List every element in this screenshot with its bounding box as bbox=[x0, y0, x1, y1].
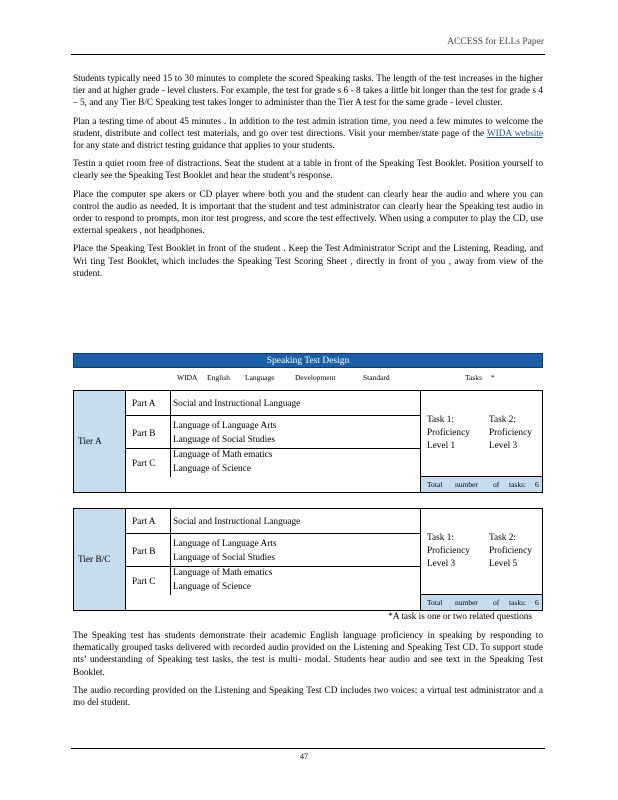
header-col-development: Development bbox=[295, 373, 336, 382]
post-table-text bbox=[73, 630, 543, 715]
tier-bc-task-1-label: Task 1: bbox=[427, 533, 454, 543]
tier-bc-total-bar bbox=[420, 594, 542, 610]
tier-bc-task-1-proficiency: Proficiency bbox=[427, 546, 470, 556]
tier-bc-part-a: Part A bbox=[132, 517, 156, 527]
paragraph-speakers: Place the computer spe akers or CD player where both you and the student can clearly hear the audio and where you can control the audio as needed. It is important that the student and test administrator can clearly hear the Speaking test audio in order to respond to prompts, mon itor test progress, and score the test effectively. When using a computer to play the CD, use external speakers , not headphones. bbox=[73, 189, 543, 237]
tier-a-label: Tier A bbox=[74, 391, 126, 492]
tier-a-task-2 bbox=[489, 414, 532, 453]
running-header: ACCESS for ELLs Paper bbox=[447, 37, 544, 47]
tier-bc-lang-language-arts: Language of Language Arts bbox=[173, 539, 277, 549]
tier-a-lang-social-instructional: Social and Instructional Language bbox=[173, 399, 301, 409]
tier-a-task-1-label: Task 1: bbox=[427, 415, 454, 425]
header-rule bbox=[71, 54, 545, 55]
tier-a-total-bar bbox=[420, 476, 542, 492]
tier-bc-task-2-level: Level 5 bbox=[489, 559, 518, 569]
tier-a-lang-science: Language of Science bbox=[173, 464, 251, 474]
tier-a-task-2-proficiency: Proficiency bbox=[489, 428, 532, 438]
tier-bc-parts bbox=[126, 509, 171, 595]
tier-bc-block bbox=[73, 508, 543, 611]
tier-bc-tasks bbox=[420, 509, 542, 595]
tier-a-language bbox=[170, 391, 420, 479]
tier-a-part-divider-1 bbox=[126, 415, 420, 416]
tier-a-total-word-2: number bbox=[455, 480, 478, 489]
tier-bc-part-divider-1 bbox=[126, 533, 420, 534]
tier-a-tasks bbox=[420, 391, 542, 477]
wida-website-link[interactable]: WIDA website bbox=[486, 128, 543, 139]
tier-a-part-b: Part B bbox=[132, 429, 156, 439]
header-col-asterisk: * bbox=[491, 373, 495, 382]
paragraph-audio-recording: The audio recording provided on the Listening and Speaking Test CD includes two voices: a virtual test administrator and a mo del student. bbox=[73, 685, 543, 709]
tier-a-part-divider-2 bbox=[126, 448, 420, 449]
tier-a-lang-social-studies: Language of Social Studies bbox=[173, 435, 275, 445]
tier-a-lang-math: Language of Math ematics bbox=[173, 450, 273, 460]
tier-bc-total-count: 6 bbox=[535, 598, 539, 607]
tier-a-block bbox=[73, 390, 543, 493]
page-number: 47 bbox=[300, 752, 308, 761]
header-col-language: Language bbox=[245, 373, 275, 382]
tier-bc-task-1 bbox=[427, 532, 470, 571]
tier-bc-task-2-proficiency: Proficiency bbox=[489, 546, 532, 556]
tier-bc-lang-social-instructional: Social and Instructional Language bbox=[173, 517, 301, 527]
tier-a-task-1-level: Level 1 bbox=[427, 441, 456, 451]
tier-bc-part-c: Part C bbox=[132, 577, 156, 587]
body-text bbox=[73, 73, 543, 286]
tier-bc-task-2 bbox=[489, 532, 532, 571]
tier-a-part-a: Part A bbox=[132, 399, 156, 409]
table-header-row bbox=[73, 370, 543, 388]
header-col-wida: WIDA bbox=[177, 373, 198, 382]
header-col-english: English bbox=[207, 373, 230, 382]
tier-bc-task-1-level: Level 3 bbox=[427, 559, 456, 569]
paragraph-plan-time-tail: for any state and district testing guidance that applies to your students. bbox=[73, 141, 335, 152]
paragraph-speaking-test: The Speaking test has students demonstrate their academic English language proficiency in speaking by responding to thematically grouped tasks delivered with recorded audio provided on the Listening and Speaking Test CD. To support stude nts’ understanding of Speaking test tasks, the test is multi- modal. Students hear audio and see text in the Speaking Test Booklet. bbox=[73, 631, 543, 678]
table-title: Speaking Test Design bbox=[73, 353, 543, 368]
paragraph-booklet: Place the Speaking Test Booklet in front of the student . Keep the Test Administrator Script and the Listening, Reading, and Wri ting Test Booklet, which includes the Speaking Test Scoring Sheet , directly in front of you , away from view of the student. bbox=[73, 244, 543, 279]
paragraph-plan-time bbox=[73, 116, 543, 153]
tier-a-lang-language-arts: Language of Language Arts bbox=[173, 421, 277, 431]
tier-bc-lang-science: Language of Science bbox=[173, 582, 251, 592]
paragraph-test-length: Students typically need 15 to 30 minutes to complete the scored Speaking tasks. The length of the test increases in the higher tier and at higher grade - level clusters. For example, the test for grade s 6 - 8 takes a little bit longer than the test for grade s 4 – 5, and any Tier B/C Speaking test takes longer to administer than the Tier A test for the same grade - level cluster. bbox=[73, 74, 543, 109]
tier-bc-label: Tier B/C bbox=[74, 509, 126, 610]
tier-a-total-word-3: of bbox=[493, 480, 500, 489]
tier-a-task-1-proficiency: Proficiency bbox=[427, 428, 470, 438]
tier-a-task-2-label: Task 2: bbox=[489, 415, 516, 425]
tier-bc-total-word-1: Total bbox=[427, 598, 443, 607]
header-col-tasks: Tasks bbox=[465, 373, 482, 382]
header-col-standard: Standard bbox=[363, 373, 390, 382]
tier-bc-language bbox=[170, 509, 420, 597]
tier-bc-lang-social-studies: Language of Social Studies bbox=[173, 553, 275, 563]
tier-bc-total-word-3: of bbox=[493, 598, 500, 607]
tier-a-parts bbox=[126, 391, 171, 477]
tier-bc-part-divider-2 bbox=[126, 566, 420, 567]
paragraph-quiet-room: Testin a quiet room free of distractions. Seat the student at a table in front of the Speaking Test Booklet. Position yourself to clearly see the Speaking Test Booklet and hear the student’s response. bbox=[73, 159, 543, 182]
footer-rule bbox=[71, 748, 545, 749]
tier-a-part-c: Part C bbox=[132, 459, 156, 469]
tier-a-task-1 bbox=[427, 414, 470, 453]
tier-bc-total-word-4: tasks: bbox=[509, 598, 527, 607]
tier-a-task-2-level: Level 3 bbox=[489, 441, 518, 451]
tier-bc-task-2-label: Task 2: bbox=[489, 533, 516, 543]
table-footnote: *A task is one or two related questions bbox=[388, 612, 532, 622]
tier-a-total-word-4: tasks: bbox=[509, 480, 527, 489]
tier-bc-part-b: Part B bbox=[132, 547, 156, 557]
tier-bc-total-word-2: number bbox=[455, 598, 478, 607]
paragraph-plan-time-text: Plan a testing time of about 45 minutes . In addition to the test admin istration time, you need a few minutes to welcome the student, distribute and collect test materials, and go over test directions. Visit your member/state page of the bbox=[73, 116, 543, 139]
tier-bc-lang-math: Language of Math ematics bbox=[173, 568, 273, 578]
tier-a-total-word-1: Total bbox=[427, 480, 443, 489]
tier-a-total-count: 6 bbox=[535, 480, 539, 489]
